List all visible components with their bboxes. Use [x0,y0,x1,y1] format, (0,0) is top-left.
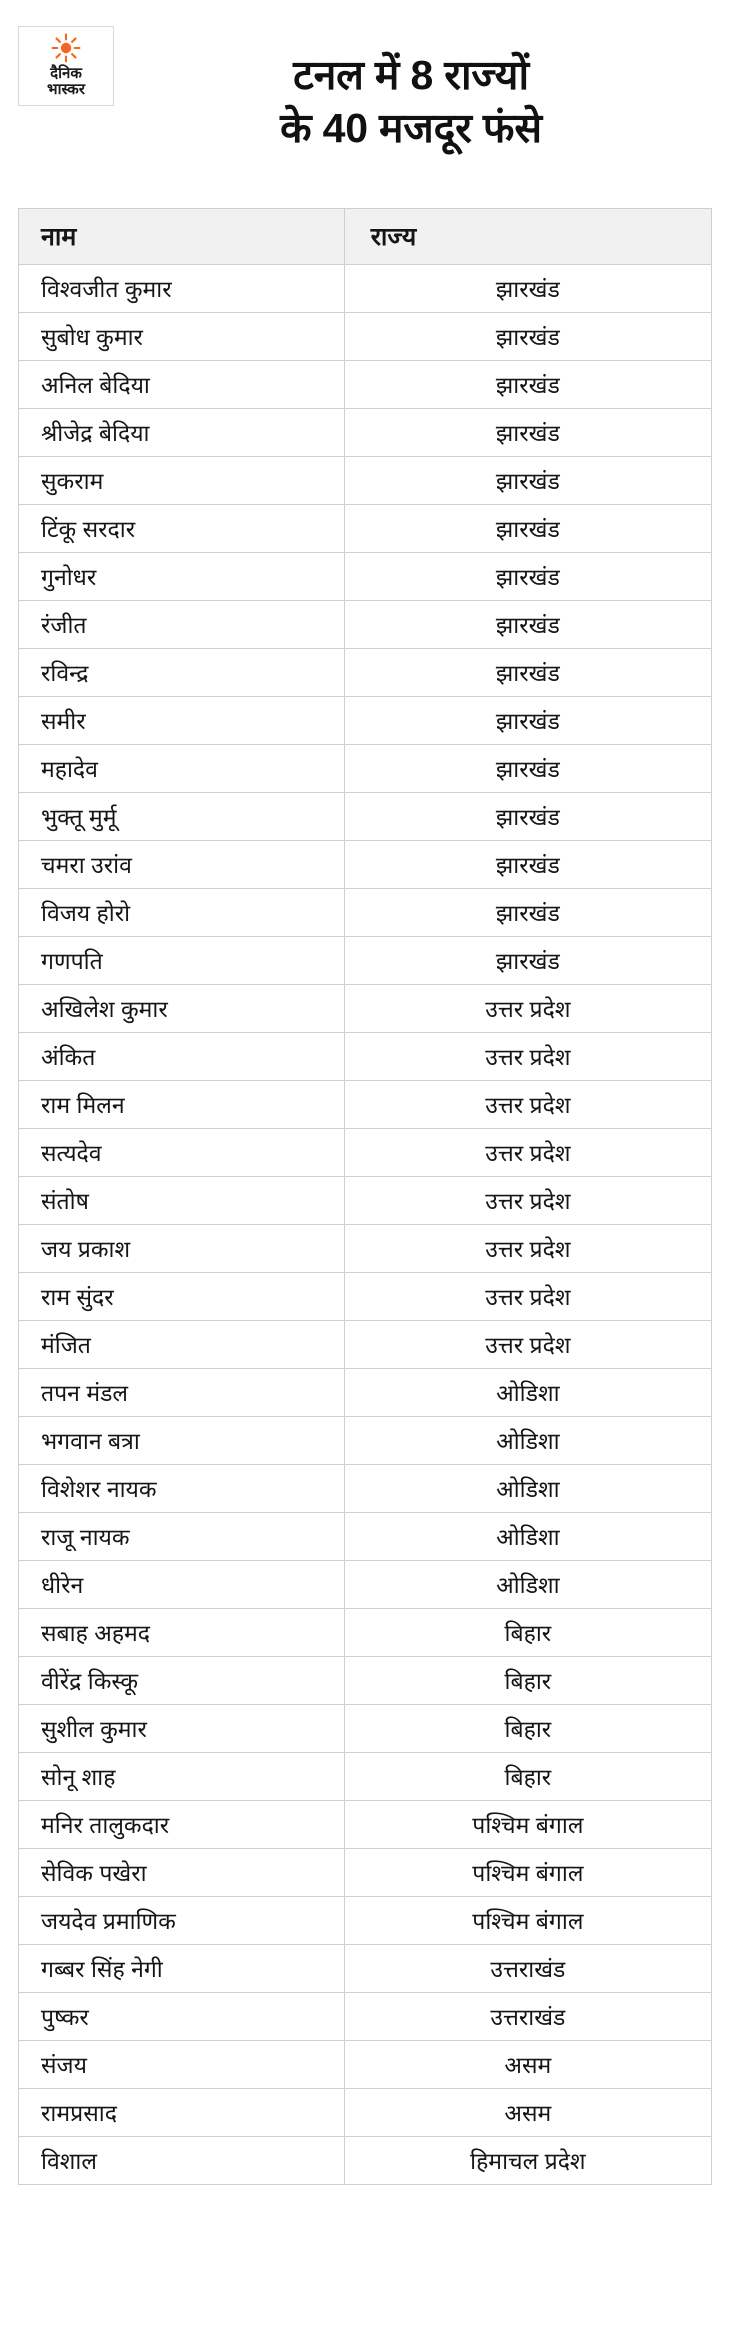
cell-name: अनिल बेदिया [19,360,345,408]
cell-state: उत्तर प्रदेश [344,1320,711,1368]
cell-state: झारखंड [344,456,711,504]
cell-name: सेविक पखेरा [19,1848,345,1896]
table-row [19,1224,712,1272]
table-row [19,1416,712,1464]
table-row [19,648,712,696]
table-row [19,456,712,504]
table-row [19,600,712,648]
cell-state: झारखंड [344,648,711,696]
cell-name: जय प्रकाश [19,1224,345,1272]
cell-state: उत्तर प्रदेश [344,1080,711,1128]
cell-state: ओडिशा [344,1368,711,1416]
brand-logo-line1: दैनिक [50,65,82,82]
table-row [19,1704,712,1752]
cell-name: राजू नायक [19,1512,345,1560]
table-row [19,1752,712,1800]
table-row [19,1080,712,1128]
brand-logo [18,26,114,106]
table-row [19,936,712,984]
cell-state: झारखंड [344,792,711,840]
table-row [19,1272,712,1320]
cell-state: झारखंड [344,744,711,792]
table-header-row [19,208,712,264]
table-head [19,208,712,264]
cell-name: भुक्तू मुर्मू [19,792,345,840]
table-row [19,792,712,840]
table-row [19,2136,712,2184]
cell-state: असम [344,2088,711,2136]
table-row [19,408,712,456]
page-header [0,0,730,192]
cell-state: पश्चिम बंगाल [344,1800,711,1848]
table-row [19,1368,712,1416]
cell-name: मनिर तालुकदार [19,1800,345,1848]
table-row [19,1800,712,1848]
cell-name: रविन्द्र [19,648,345,696]
cell-state: उत्तराखंड [344,1992,711,2040]
table-row [19,1896,712,1944]
page-title-line2: के 40 मजदूर फंसे [280,104,542,151]
table-row [19,840,712,888]
page-title-line1: टनल में 8 राज्यों [293,52,529,99]
cell-state: बिहार [344,1704,711,1752]
cell-name: भगवान बत्रा [19,1416,345,1464]
cell-state: पश्चिम बंगाल [344,1896,711,1944]
cell-name: चमरा उरांव [19,840,345,888]
table-row [19,1848,712,1896]
cell-state: ओडिशा [344,1560,711,1608]
workers-table-container [0,192,730,2211]
cell-name: टिंकू सरदार [19,504,345,552]
column-header-state: राज्य [344,208,711,264]
table-row [19,1656,712,1704]
cell-name: सुबोध कुमार [19,312,345,360]
table-row [19,1128,712,1176]
cell-state: झारखंड [344,504,711,552]
cell-name: विशेशर नायक [19,1464,345,1512]
table-row [19,1320,712,1368]
cell-name: सबाह अहमद [19,1608,345,1656]
cell-name: विजय होरो [19,888,345,936]
table-row [19,888,712,936]
table-row [19,1560,712,1608]
cell-state: हिमाचल प्रदेश [344,2136,711,2184]
cell-state: असम [344,2040,711,2088]
cell-name: मंजित [19,1320,345,1368]
sun-rays-icon [51,33,81,63]
table-row [19,696,712,744]
table-row [19,552,712,600]
cell-state: झारखंड [344,888,711,936]
table-row [19,1512,712,1560]
table-row [19,2088,712,2136]
table-row [19,264,712,312]
cell-state: उत्तर प्रदेश [344,1272,711,1320]
table-row [19,312,712,360]
table-row [19,1992,712,2040]
cell-state: बिहार [344,1656,711,1704]
cell-name: सत्यदेव [19,1128,345,1176]
cell-state: बिहार [344,1608,711,1656]
cell-state: झारखंड [344,696,711,744]
cell-state: उत्तर प्रदेश [344,1224,711,1272]
cell-name: रामप्रसाद [19,2088,345,2136]
cell-state: झारखंड [344,840,711,888]
cell-name: गणपति [19,936,345,984]
cell-name: राम मिलन [19,1080,345,1128]
cell-name: विश्वजीत कुमार [19,264,345,312]
cell-state: बिहार [344,1752,711,1800]
cell-state: झारखंड [344,360,711,408]
cell-state: उत्तर प्रदेश [344,1128,711,1176]
cell-name: रंजीत [19,600,345,648]
cell-name: गुनोधर [19,552,345,600]
cell-state: झारखंड [344,408,711,456]
cell-name: जयदेव प्रमाणिक [19,1896,345,1944]
cell-name: धीरेन [19,1560,345,1608]
cell-name: समीर [19,696,345,744]
workers-table [18,208,712,2185]
cell-name: सुकराम [19,456,345,504]
table-row [19,1608,712,1656]
page-title [114,49,712,154]
cell-name: पुष्कर [19,1992,345,2040]
cell-name: संतोष [19,1176,345,1224]
cell-state: ओडिशा [344,1512,711,1560]
cell-name: राम सुंदर [19,1272,345,1320]
table-row [19,1176,712,1224]
cell-state: उत्तराखंड [344,1944,711,1992]
table-row [19,504,712,552]
cell-state: ओडिशा [344,1416,711,1464]
cell-state: झारखंड [344,936,711,984]
cell-name: महादेव [19,744,345,792]
cell-name: संजय [19,2040,345,2088]
table-row [19,1944,712,1992]
cell-state: ओडिशा [344,1464,711,1512]
cell-state: झारखंड [344,312,711,360]
cell-state: उत्तर प्रदेश [344,1176,711,1224]
table-row [19,1032,712,1080]
cell-state: उत्तर प्रदेश [344,984,711,1032]
cell-state: झारखंड [344,600,711,648]
table-row [19,360,712,408]
cell-name: वीरेंद्र किस्कू [19,1656,345,1704]
cell-name: गब्बर सिंह नेगी [19,1944,345,1992]
table-row [19,744,712,792]
cell-name: अंकित [19,1032,345,1080]
cell-state: उत्तर प्रदेश [344,1032,711,1080]
column-header-name: नाम [19,208,345,264]
table-row [19,2040,712,2088]
cell-state: पश्चिम बंगाल [344,1848,711,1896]
table-row [19,984,712,1032]
table-body [19,264,712,2184]
cell-name: तपन मंडल [19,1368,345,1416]
cell-name: सोनू शाह [19,1752,345,1800]
cell-state: झारखंड [344,552,711,600]
cell-name: श्रीजेद्र बेदिया [19,408,345,456]
cell-name: विशाल [19,2136,345,2184]
cell-state: झारखंड [344,264,711,312]
cell-name: सुशील कुमार [19,1704,345,1752]
brand-logo-line2: भास्कर [47,81,85,99]
table-row [19,1464,712,1512]
cell-name: अखिलेश कुमार [19,984,345,1032]
